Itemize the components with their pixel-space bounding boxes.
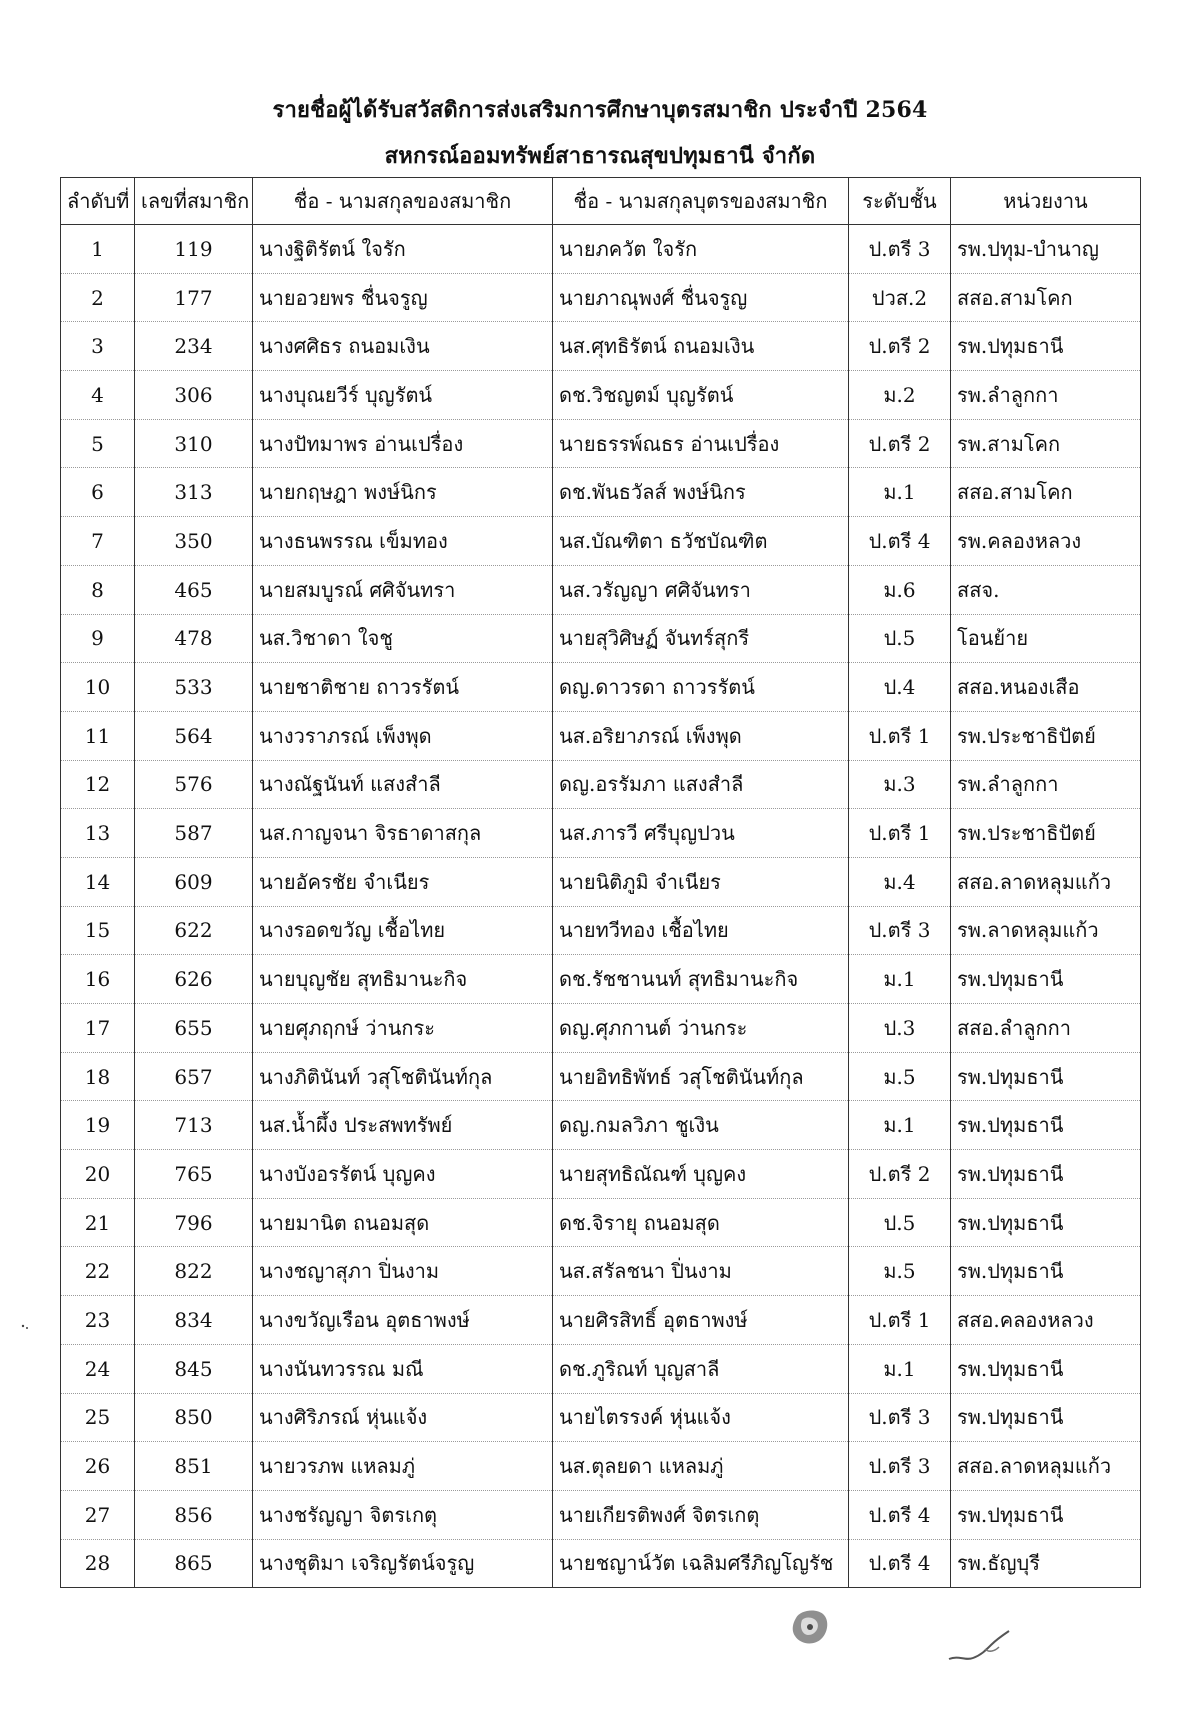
cell-member-name: นางฐิติรัตน์ ใจรัก (253, 225, 553, 274)
cell-no: 6 (61, 468, 135, 517)
table-row (61, 1004, 1141, 1053)
cell-unit: สสจ. (951, 565, 1141, 614)
cell-unit: รพ.ปทุมธานี (951, 1393, 1141, 1442)
cell-member-no: 796 (135, 1198, 253, 1247)
cell-member-no: 533 (135, 663, 253, 712)
cell-level: ป.ตรี 2 (849, 322, 951, 371)
cell-level: ม.1 (849, 955, 951, 1004)
cell-member-no: 657 (135, 1052, 253, 1101)
cell-member-name: นางณัฐนันท์ แสงสำลี (253, 760, 553, 809)
cell-member-name: นางบังอรรัตน์ บุญคง (253, 1150, 553, 1199)
cell-level: ป.ตรี 4 (849, 1539, 951, 1588)
cell-member-no: 622 (135, 906, 253, 955)
cell-member-name: นางบุณยวีร์ บุญรัตน์ (253, 371, 553, 420)
cell-unit: สสอ.สามโคก (951, 273, 1141, 322)
cell-child-name: นายศิรสิทธิ์ อุตธาพงษ์ (553, 1296, 849, 1345)
cell-member-name: นางศิริภรณ์ หุ่นแจ้ง (253, 1393, 553, 1442)
table-row (61, 468, 1141, 517)
cell-member-name: นายชาติชาย ถาวรรัตน์ (253, 663, 553, 712)
cell-member-name: นายอัครชัย จำเนียร (253, 857, 553, 906)
cell-unit: รพ.คลองหลวง (951, 517, 1141, 566)
cell-child-name: นายภควัต ใจรัก (553, 225, 849, 274)
table-row (61, 517, 1141, 566)
cell-member-no: 765 (135, 1150, 253, 1199)
cell-level: ป.ตรี 1 (849, 711, 951, 760)
cell-unit: สสอ.ลาดหลุมแก้ว (951, 857, 1141, 906)
cell-child-name: นายสุทธิณัณฑ์ บุญคง (553, 1150, 849, 1199)
cell-level: ป.ตรี 3 (849, 1442, 951, 1491)
cell-member-no: 834 (135, 1296, 253, 1345)
cell-unit: รพ.ปทุมธานี (951, 322, 1141, 371)
cell-level: ป.ตรี 4 (849, 1490, 951, 1539)
cell-level: ม.1 (849, 1344, 951, 1393)
cell-child-name: นส.บัณฑิตา ธวัชบัณฑิต (553, 517, 849, 566)
cell-child-name: ดช.พันธวัลส์ พงษ์นิกร (553, 468, 849, 517)
cell-child-name: ดช.วิชญตม์ บุญรัตน์ (553, 371, 849, 420)
cell-no: 4 (61, 371, 135, 420)
cell-member-no: 713 (135, 1101, 253, 1150)
cell-member-name: นางชุติมา เจริญรัตน์จรูญ (253, 1539, 553, 1588)
header-no: ลำดับที่ (61, 178, 135, 225)
cell-child-name: นายนิติภูมิ จำเนียร (553, 857, 849, 906)
table-row (61, 760, 1141, 809)
cell-unit: รพ.ปทุมธานี (951, 1490, 1141, 1539)
cell-unit: รพ.ลำลูกกา (951, 760, 1141, 809)
cell-no: 17 (61, 1004, 135, 1053)
cell-level: ม.4 (849, 857, 951, 906)
cell-member-no: 856 (135, 1490, 253, 1539)
cell-member-name: นางชรัญญา จิตรเกตุ (253, 1490, 553, 1539)
table-row (61, 906, 1141, 955)
table-row (61, 809, 1141, 858)
cell-unit: รพ.ประชาธิปัตย์ (951, 711, 1141, 760)
cell-level: ม.2 (849, 371, 951, 420)
cell-member-no: 177 (135, 273, 253, 322)
cell-child-name: นายธรรพ์ณธร อ่านเปรื่อง (553, 419, 849, 468)
table-row (61, 1539, 1141, 1588)
cell-level: ม.5 (849, 1052, 951, 1101)
cell-level: ป.ตรี 3 (849, 1393, 951, 1442)
cell-unit: สสอ.ลาดหลุมแก้ว (951, 1442, 1141, 1491)
cell-no: 22 (61, 1247, 135, 1296)
cell-child-name: ดญ.อรรัมภา แสงสำลี (553, 760, 849, 809)
cell-no: 25 (61, 1393, 135, 1442)
cell-member-no: 119 (135, 225, 253, 274)
header-child-name: ชื่อ - นามสกุลบุตรของสมาชิก (553, 178, 849, 225)
header-level: ระดับชั้น (849, 178, 951, 225)
cell-member-name: นายศุภฤกษ์ ว่านกระ (253, 1004, 553, 1053)
cell-no: 7 (61, 517, 135, 566)
cell-no: 24 (61, 1344, 135, 1393)
cell-child-name: นายเกียรติพงศ์ จิตรเกตุ (553, 1490, 849, 1539)
cell-no: 9 (61, 614, 135, 663)
cell-level: ม.1 (849, 468, 951, 517)
cell-child-name: ดช.จิรายุ ถนอมสุด (553, 1198, 849, 1247)
cell-child-name: ดช.รัชชานนท์ สุทธิมานะกิจ (553, 955, 849, 1004)
cell-member-name: นางชญาสุภา ปิ่นงาม (253, 1247, 553, 1296)
cell-member-no: 845 (135, 1344, 253, 1393)
table-row (61, 1101, 1141, 1150)
cell-member-name: นางรอดขวัญ เชื้อไทย (253, 906, 553, 955)
cell-member-name: นางปัทมาพร อ่านเปรื่อง (253, 419, 553, 468)
cell-level: ป.ตรี 2 (849, 419, 951, 468)
table-row (61, 1198, 1141, 1247)
table-row (61, 1490, 1141, 1539)
cell-no: 12 (61, 760, 135, 809)
cell-unit: รพ.ปทุมธานี (951, 1052, 1141, 1101)
cell-member-no: 465 (135, 565, 253, 614)
cell-no: 18 (61, 1052, 135, 1101)
cell-member-no: 865 (135, 1539, 253, 1588)
cell-no: 10 (61, 663, 135, 712)
table-row (61, 711, 1141, 760)
table-header (61, 178, 1141, 225)
cell-unit: รพ.ประชาธิปัตย์ (951, 809, 1141, 858)
cell-child-name: นายภาณุพงศ์ ชื่นจรูญ (553, 273, 849, 322)
cell-unit: รพ.ธัญบุรี (951, 1539, 1141, 1588)
cell-child-name: ดญ.ดาวรดา ถาวรรัตน์ (553, 663, 849, 712)
cell-unit: รพ.ลาดหลุมแก้ว (951, 906, 1141, 955)
cell-unit: รพ.ลำลูกกา (951, 371, 1141, 420)
table-row (61, 225, 1141, 274)
table-row (61, 614, 1141, 663)
cell-child-name: นส.ศุทธิรัตน์ ถนอมเงิน (553, 322, 849, 371)
cell-no: 1 (61, 225, 135, 274)
cell-member-name: นางวราภรณ์ เพ็งพุด (253, 711, 553, 760)
cell-no: 14 (61, 857, 135, 906)
cell-unit: รพ.ปทุมธานี (951, 1247, 1141, 1296)
cell-unit: สสอ.ลำลูกกา (951, 1004, 1141, 1053)
cell-level: ป.5 (849, 1198, 951, 1247)
dust-speck-mark (20, 1322, 30, 1332)
cell-unit: รพ.ปทุมธานี (951, 1344, 1141, 1393)
cell-level: ป.ตรี 3 (849, 906, 951, 955)
signature-smudge-mark (945, 1625, 1015, 1665)
cell-member-name: นายอวยพร ชื่นจรูญ (253, 273, 553, 322)
cell-no: 23 (61, 1296, 135, 1345)
cell-child-name: นายชญาน์วัต เฉลิมศรีภิญโญรัช (553, 1539, 849, 1588)
cell-member-name: นายกฤษฎา พงษ์นิกร (253, 468, 553, 517)
table-row (61, 1442, 1141, 1491)
table-row (61, 1247, 1141, 1296)
table-row (61, 273, 1141, 322)
cell-child-name: นส.วรัญญา ศศิจันทรา (553, 565, 849, 614)
cell-member-no: 626 (135, 955, 253, 1004)
cell-member-no: 350 (135, 517, 253, 566)
cell-level: ป.ตรี 1 (849, 1296, 951, 1345)
cell-member-no: 313 (135, 468, 253, 517)
cell-no: 16 (61, 955, 135, 1004)
document-subtitle: สหกรณ์ออมทรัพย์สาธารณสุขปทุมธานี จำกัด (384, 143, 816, 169)
document-title: รายชื่อผู้ได้รับสวัสดิการส่งเสริมการศึกษาบุตรสมาชิก ประจำปี 2564 (272, 97, 928, 123)
cell-child-name: นส.สรัลชนา ปิ่นงาม (553, 1247, 849, 1296)
cell-member-no: 306 (135, 371, 253, 420)
cell-child-name: นายอิทธิพัทธ์ วสุโชตินันท์กุล (553, 1052, 849, 1101)
table-row (61, 419, 1141, 468)
cell-member-name: นางภิตินันท์ วสุโชตินันท์กุล (253, 1052, 553, 1101)
cell-member-no: 234 (135, 322, 253, 371)
cell-member-no: 655 (135, 1004, 253, 1053)
header-member-no: เลขที่สมาชิก (135, 178, 253, 225)
cell-member-no: 609 (135, 857, 253, 906)
cell-child-name: ดญ.กมลวิภา ชูเงิน (553, 1101, 849, 1150)
cell-level: ป.3 (849, 1004, 951, 1053)
cell-level: ป.ตรี 1 (849, 809, 951, 858)
header-row (61, 178, 1141, 225)
cell-no: 26 (61, 1442, 135, 1491)
cell-level: ม.3 (849, 760, 951, 809)
table-row (61, 857, 1141, 906)
cell-no: 20 (61, 1150, 135, 1199)
cell-no: 5 (61, 419, 135, 468)
recipient-table (60, 177, 1141, 1588)
cell-member-name: นายบุญชัย สุทธิมานะกิจ (253, 955, 553, 1004)
cell-child-name: นายไตรรงค์ หุ่นแจ้ง (553, 1393, 849, 1442)
cell-level: ม.5 (849, 1247, 951, 1296)
table-row (61, 1344, 1141, 1393)
cell-unit: โอนย้าย (951, 614, 1141, 663)
cell-no: 21 (61, 1198, 135, 1247)
cell-member-name: นางศศิธร ถนอมเงิน (253, 322, 553, 371)
cell-child-name: นายสุวิศิษฏ์ จันทร์สุกรี (553, 614, 849, 663)
cell-level: ป.4 (849, 663, 951, 712)
table-row (61, 1296, 1141, 1345)
cell-member-no: 587 (135, 809, 253, 858)
cell-member-no: 564 (135, 711, 253, 760)
cell-unit: รพ.ปทุมธานี (951, 955, 1141, 1004)
table-row (61, 371, 1141, 420)
cell-unit: รพ.ปทุมธานี (951, 1198, 1141, 1247)
table-body (61, 225, 1141, 1588)
cell-unit: รพ.ปทุมธานี (951, 1150, 1141, 1199)
ink-stamp-mark (790, 1608, 830, 1646)
header-member-name: ชื่อ - นามสกุลของสมาชิก (253, 178, 553, 225)
cell-member-name: นส.น้ำผึ้ง ประสพทรัพย์ (253, 1101, 553, 1150)
cell-level: ป.5 (849, 614, 951, 663)
table-row (61, 322, 1141, 371)
cell-member-no: 576 (135, 760, 253, 809)
cell-member-name: นายสมบูรณ์ ศศิจันทรา (253, 565, 553, 614)
cell-member-no: 822 (135, 1247, 253, 1296)
cell-member-name: นางธนพรรณ เข็มทอง (253, 517, 553, 566)
cell-level: ป.ตรี 2 (849, 1150, 951, 1199)
cell-no: 28 (61, 1539, 135, 1588)
cell-unit: สสอ.คลองหลวง (951, 1296, 1141, 1345)
cell-child-name: ดช.ภูริณท์ บุญสาลี (553, 1344, 849, 1393)
cell-child-name: นส.ภารวี ศรีบุญปวน (553, 809, 849, 858)
cell-member-no: 478 (135, 614, 253, 663)
cell-member-name: นางนันทวรรณ มณี (253, 1344, 553, 1393)
cell-member-name: นางขวัญเรือน อุตธาพงษ์ (253, 1296, 553, 1345)
cell-member-name: นายวรภพ แหลมภู่ (253, 1442, 553, 1491)
cell-level: ม.6 (849, 565, 951, 614)
cell-unit: รพ.ปทุม-บำนาญ (951, 225, 1141, 274)
cell-no: 19 (61, 1101, 135, 1150)
cell-unit: สสอ.หนองเสือ (951, 663, 1141, 712)
cell-level: ปวส.2 (849, 273, 951, 322)
cell-member-no: 851 (135, 1442, 253, 1491)
cell-member-no: 850 (135, 1393, 253, 1442)
cell-no: 3 (61, 322, 135, 371)
table-row (61, 663, 1141, 712)
table-row (61, 565, 1141, 614)
table-row (61, 955, 1141, 1004)
table-row (61, 1052, 1141, 1101)
cell-member-name: นส.กาญจนา จิรธาดาสกุล (253, 809, 553, 858)
cell-no: 13 (61, 809, 135, 858)
cell-child-name: นายทวีทอง เชื้อไทย (553, 906, 849, 955)
cell-no: 11 (61, 711, 135, 760)
table-row (61, 1150, 1141, 1199)
cell-child-name: นส.อริยาภรณ์ เพ็งพุด (553, 711, 849, 760)
table-row (61, 1393, 1141, 1442)
cell-child-name: ดญ.ศุภกานต์ ว่านกระ (553, 1004, 849, 1053)
cell-unit: รพ.ปทุมธานี (951, 1101, 1141, 1150)
cell-no: 15 (61, 906, 135, 955)
cell-no: 27 (61, 1490, 135, 1539)
cell-no: 2 (61, 273, 135, 322)
cell-level: ม.1 (849, 1101, 951, 1150)
cell-member-name: นส.วิชาดา ใจชู (253, 614, 553, 663)
cell-level: ป.ตรี 3 (849, 225, 951, 274)
cell-child-name: นส.ตุลยดา แหลมภู่ (553, 1442, 849, 1491)
cell-no: 8 (61, 565, 135, 614)
cell-member-no: 310 (135, 419, 253, 468)
cell-level: ป.ตรี 4 (849, 517, 951, 566)
header-unit: หน่วยงาน (951, 178, 1141, 225)
cell-unit: สสอ.สามโคก (951, 468, 1141, 517)
cell-member-name: นายมานิต ถนอมสุด (253, 1198, 553, 1247)
cell-unit: รพ.สามโคก (951, 419, 1141, 468)
